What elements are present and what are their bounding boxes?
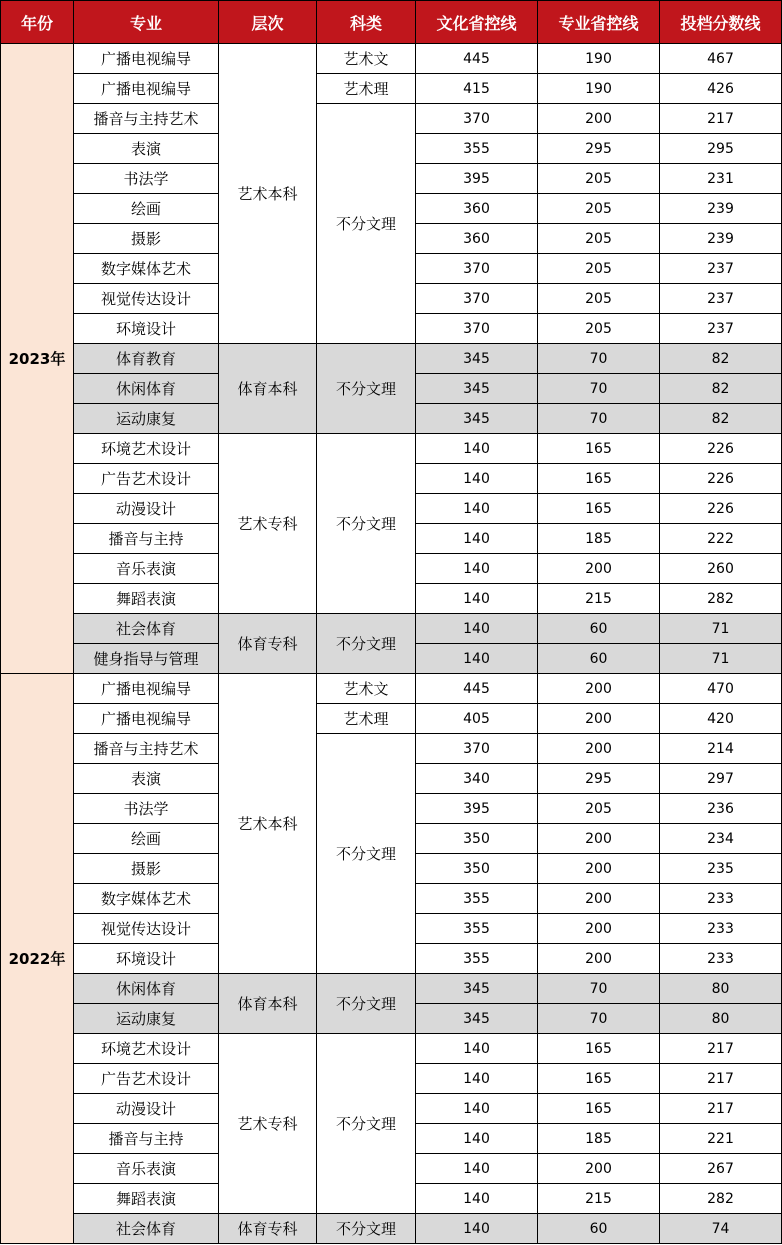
culture-line-cell: 370: [416, 254, 538, 284]
admission-score-cell: 217: [660, 1094, 782, 1124]
professional-line-cell: 205: [538, 254, 660, 284]
admission-score-cell: 71: [660, 614, 782, 644]
major-cell: 摄影: [74, 224, 219, 254]
major-cell: 播音与主持艺术: [74, 734, 219, 764]
major-cell: 播音与主持: [74, 1124, 219, 1154]
professional-line-cell: 185: [538, 1124, 660, 1154]
major-cell: 摄影: [74, 854, 219, 884]
major-cell: 体育教育: [74, 344, 219, 374]
table-row: [1, 434, 782, 464]
header-admission-score: 投档分数线: [660, 1, 782, 44]
professional-line-cell: 165: [538, 1094, 660, 1124]
year-cell: 2023年: [1, 44, 74, 674]
admission-score-cell: 82: [660, 374, 782, 404]
major-cell: 绘画: [74, 824, 219, 854]
admission-score-cell: 82: [660, 404, 782, 434]
admission-score-cell: 226: [660, 494, 782, 524]
culture-line-cell: 370: [416, 314, 538, 344]
major-cell: 广播电视编导: [74, 44, 219, 74]
admission-score-cell: 467: [660, 44, 782, 74]
table-row: [1, 44, 782, 74]
level-cell: 艺术专科: [219, 1034, 317, 1214]
category-cell: 艺术文: [317, 44, 416, 74]
category-cell: 不分文理: [317, 1034, 416, 1214]
professional-line-cell: 60: [538, 1214, 660, 1244]
professional-line-cell: 165: [538, 494, 660, 524]
culture-line-cell: 140: [416, 614, 538, 644]
culture-line-cell: 140: [416, 524, 538, 554]
category-cell: 艺术文: [317, 674, 416, 704]
professional-line-cell: 165: [538, 1064, 660, 1094]
culture-line-cell: 140: [416, 1184, 538, 1214]
admission-score-cell: 470: [660, 674, 782, 704]
culture-line-cell: 360: [416, 194, 538, 224]
culture-line-cell: 445: [416, 44, 538, 74]
culture-line-cell: 345: [416, 1004, 538, 1034]
culture-line-cell: 355: [416, 914, 538, 944]
admission-score-cell: 221: [660, 1124, 782, 1154]
professional-line-cell: 70: [538, 1004, 660, 1034]
major-cell: 播音与主持艺术: [74, 104, 219, 134]
professional-line-cell: 200: [538, 734, 660, 764]
professional-line-cell: 295: [538, 764, 660, 794]
culture-line-cell: 140: [416, 1154, 538, 1184]
admission-score-cell: 217: [660, 1034, 782, 1064]
professional-line-cell: 205: [538, 314, 660, 344]
professional-line-cell: 200: [538, 674, 660, 704]
major-cell: 音乐表演: [74, 554, 219, 584]
culture-line-cell: 370: [416, 104, 538, 134]
professional-line-cell: 215: [538, 584, 660, 614]
culture-line-cell: 345: [416, 374, 538, 404]
culture-line-cell: 140: [416, 1124, 538, 1154]
table-row: [1, 104, 782, 134]
table-body: [1, 44, 782, 1244]
admission-score-cell: 237: [660, 284, 782, 314]
major-cell: 环境设计: [74, 314, 219, 344]
professional-line-cell: 200: [538, 914, 660, 944]
table-row: [1, 614, 782, 644]
table-row: [1, 704, 782, 734]
culture-line-cell: 370: [416, 734, 538, 764]
year-cell: 2022年: [1, 674, 74, 1244]
major-cell: 休闲体育: [74, 374, 219, 404]
culture-line-cell: 140: [416, 554, 538, 584]
admission-score-cell: 226: [660, 434, 782, 464]
category-cell: 不分文理: [317, 344, 416, 434]
category-cell: 不分文理: [317, 734, 416, 974]
level-cell: 体育专科: [219, 1214, 317, 1244]
table-row: [1, 974, 782, 1004]
admission-score-cell: 420: [660, 704, 782, 734]
admission-score-cell: 297: [660, 764, 782, 794]
culture-line-cell: 140: [416, 584, 538, 614]
professional-line-cell: 70: [538, 374, 660, 404]
major-cell: 表演: [74, 764, 219, 794]
major-cell: 健身指导与管理: [74, 644, 219, 674]
admission-score-cell: 239: [660, 194, 782, 224]
professional-line-cell: 200: [538, 854, 660, 884]
table-row: [1, 74, 782, 104]
admission-score-cell: 226: [660, 464, 782, 494]
admission-score-cell: 231: [660, 164, 782, 194]
major-cell: 书法学: [74, 794, 219, 824]
admission-score-cell: 80: [660, 974, 782, 1004]
professional-line-cell: 185: [538, 524, 660, 554]
category-cell: 艺术理: [317, 704, 416, 734]
professional-line-cell: 205: [538, 284, 660, 314]
major-cell: 表演: [74, 134, 219, 164]
level-cell: 艺术专科: [219, 434, 317, 614]
professional-line-cell: 200: [538, 704, 660, 734]
admission-score-cell: 71: [660, 644, 782, 674]
category-cell: 不分文理: [317, 434, 416, 614]
category-cell: 不分文理: [317, 1214, 416, 1244]
level-cell: 体育本科: [219, 974, 317, 1034]
professional-line-cell: 60: [538, 614, 660, 644]
level-cell: 艺术本科: [219, 44, 317, 344]
professional-line-cell: 215: [538, 1184, 660, 1214]
major-cell: 广播电视编导: [74, 704, 219, 734]
professional-line-cell: 70: [538, 344, 660, 374]
major-cell: 社会体育: [74, 1214, 219, 1244]
table-row: [1, 1214, 782, 1244]
table-row: [1, 344, 782, 374]
admission-score-cell: 233: [660, 944, 782, 974]
major-cell: 动漫设计: [74, 1094, 219, 1124]
admission-score-cell: 267: [660, 1154, 782, 1184]
culture-line-cell: 370: [416, 284, 538, 314]
admission-score-cell: 236: [660, 794, 782, 824]
major-cell: 舞蹈表演: [74, 584, 219, 614]
professional-line-cell: 190: [538, 74, 660, 104]
culture-line-cell: 355: [416, 134, 538, 164]
professional-line-cell: 205: [538, 794, 660, 824]
professional-line-cell: 200: [538, 554, 660, 584]
admission-score-cell: 233: [660, 914, 782, 944]
admission-score-cell: 237: [660, 254, 782, 284]
major-cell: 广播电视编导: [74, 74, 219, 104]
professional-line-cell: 200: [538, 1154, 660, 1184]
professional-line-cell: 205: [538, 164, 660, 194]
category-cell: 不分文理: [317, 104, 416, 344]
major-cell: 书法学: [74, 164, 219, 194]
culture-line-cell: 140: [416, 434, 538, 464]
level-cell: 艺术本科: [219, 674, 317, 974]
professional-line-cell: 200: [538, 104, 660, 134]
professional-line-cell: 70: [538, 974, 660, 1004]
admission-score-cell: 234: [660, 824, 782, 854]
culture-line-cell: 445: [416, 674, 538, 704]
culture-line-cell: 140: [416, 1064, 538, 1094]
professional-line-cell: 295: [538, 134, 660, 164]
culture-line-cell: 415: [416, 74, 538, 104]
major-cell: 视觉传达设计: [74, 914, 219, 944]
culture-line-cell: 140: [416, 494, 538, 524]
category-cell: 不分文理: [317, 974, 416, 1034]
professional-line-cell: 200: [538, 884, 660, 914]
professional-line-cell: 60: [538, 644, 660, 674]
level-cell: 体育本科: [219, 344, 317, 434]
table-row: [1, 674, 782, 704]
header-category: 科类: [317, 1, 416, 44]
culture-line-cell: 350: [416, 824, 538, 854]
level-cell: 体育专科: [219, 614, 317, 674]
culture-line-cell: 395: [416, 164, 538, 194]
culture-line-cell: 395: [416, 794, 538, 824]
culture-line-cell: 355: [416, 884, 538, 914]
professional-line-cell: 165: [538, 464, 660, 494]
culture-line-cell: 140: [416, 1214, 538, 1244]
admission-score-cell: 217: [660, 104, 782, 134]
major-cell: 环境艺术设计: [74, 434, 219, 464]
admission-score-cell: 74: [660, 1214, 782, 1244]
admission-score-cell: 295: [660, 134, 782, 164]
culture-line-cell: 345: [416, 344, 538, 374]
admission-score-cell: 282: [660, 584, 782, 614]
major-cell: 数字媒体艺术: [74, 254, 219, 284]
table-row: [1, 1034, 782, 1064]
culture-line-cell: 345: [416, 404, 538, 434]
culture-line-cell: 140: [416, 464, 538, 494]
admission-score-cell: 237: [660, 314, 782, 344]
culture-line-cell: 405: [416, 704, 538, 734]
admission-score-cell: 217: [660, 1064, 782, 1094]
professional-line-cell: 200: [538, 824, 660, 854]
major-cell: 广告艺术设计: [74, 1064, 219, 1094]
culture-line-cell: 140: [416, 1094, 538, 1124]
professional-line-cell: 205: [538, 194, 660, 224]
major-cell: 数字媒体艺术: [74, 884, 219, 914]
major-cell: 广播电视编导: [74, 674, 219, 704]
admission-score-cell: 214: [660, 734, 782, 764]
major-cell: 动漫设计: [74, 494, 219, 524]
major-cell: 播音与主持: [74, 524, 219, 554]
header-culture-line: 文化省控线: [416, 1, 538, 44]
culture-line-cell: 140: [416, 1034, 538, 1064]
culture-line-cell: 345: [416, 974, 538, 1004]
admission-score-cell: 282: [660, 1184, 782, 1214]
major-cell: 休闲体育: [74, 974, 219, 1004]
professional-line-cell: 165: [538, 1034, 660, 1064]
admission-score-cell: 222: [660, 524, 782, 554]
admission-score-cell: 233: [660, 884, 782, 914]
major-cell: 运动康复: [74, 404, 219, 434]
category-cell: 不分文理: [317, 614, 416, 674]
header-row: [1, 1, 782, 44]
major-cell: 环境设计: [74, 944, 219, 974]
major-cell: 视觉传达设计: [74, 284, 219, 314]
professional-line-cell: 205: [538, 224, 660, 254]
category-cell: 艺术理: [317, 74, 416, 104]
admission-score-cell: 235: [660, 854, 782, 884]
culture-line-cell: 350: [416, 854, 538, 884]
admission-score-cell: 82: [660, 344, 782, 374]
admission-score-cell: 260: [660, 554, 782, 584]
admission-score-cell: 80: [660, 1004, 782, 1034]
major-cell: 舞蹈表演: [74, 1184, 219, 1214]
admission-score-cell: 426: [660, 74, 782, 104]
header-professional-line: 专业省控线: [538, 1, 660, 44]
professional-line-cell: 190: [538, 44, 660, 74]
major-cell: 广告艺术设计: [74, 464, 219, 494]
major-cell: 社会体育: [74, 614, 219, 644]
professional-line-cell: 165: [538, 434, 660, 464]
culture-line-cell: 140: [416, 644, 538, 674]
major-cell: 环境艺术设计: [74, 1034, 219, 1064]
admission-score-cell: 239: [660, 224, 782, 254]
table-header: [1, 1, 782, 44]
header-level: 层次: [219, 1, 317, 44]
culture-line-cell: 360: [416, 224, 538, 254]
header-year: 年份: [1, 1, 74, 44]
culture-line-cell: 340: [416, 764, 538, 794]
professional-line-cell: 70: [538, 404, 660, 434]
culture-line-cell: 355: [416, 944, 538, 974]
major-cell: 音乐表演: [74, 1154, 219, 1184]
header-major: 专业: [74, 1, 219, 44]
major-cell: 运动康复: [74, 1004, 219, 1034]
professional-line-cell: 200: [538, 944, 660, 974]
table-row: [1, 734, 782, 764]
major-cell: 绘画: [74, 194, 219, 224]
